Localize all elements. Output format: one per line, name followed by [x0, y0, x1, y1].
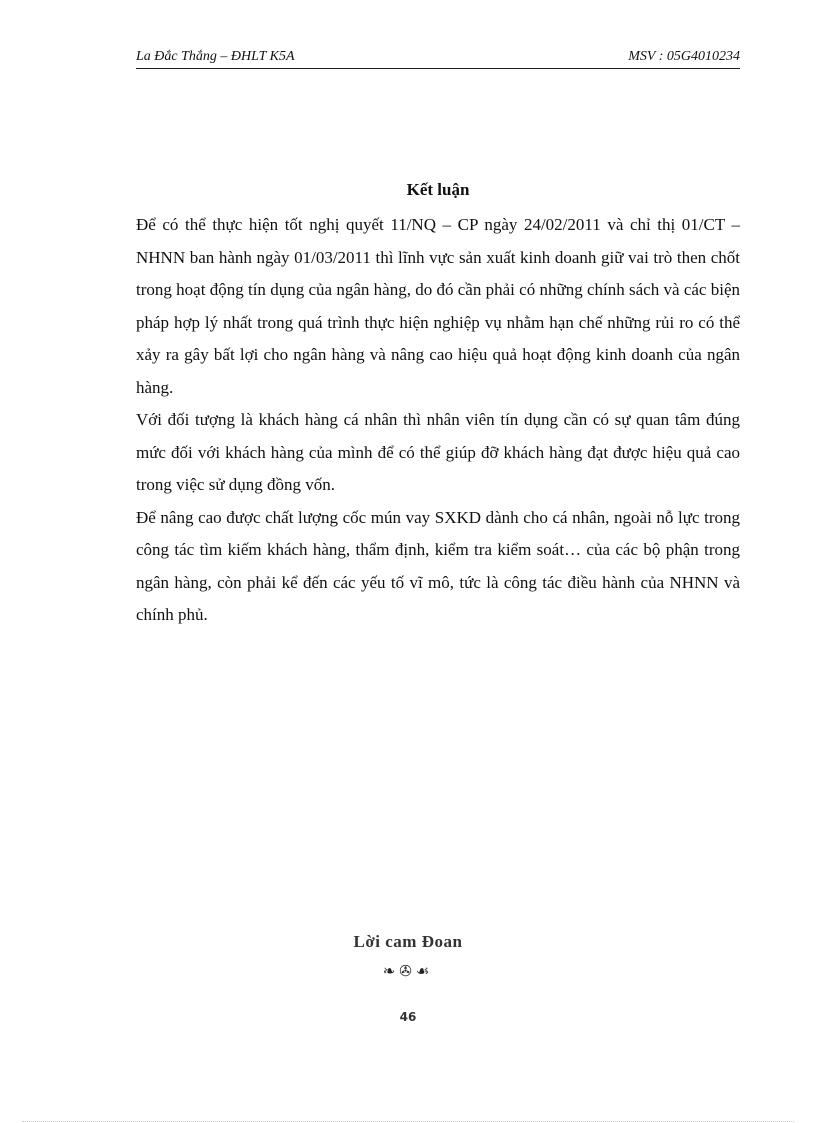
- header-author: La Đắc Thắng – ĐHLT K5A: [136, 49, 295, 64]
- header-student-id: MSV : 05G4010234: [628, 49, 740, 64]
- page-number: 46: [399, 1010, 417, 1024]
- section-title: Kết luận: [406, 180, 470, 199]
- page-bottom-divider: [22, 1121, 794, 1122]
- page-header: [136, 46, 740, 69]
- fleuron-divider-icon: ❧✇☙: [382, 964, 434, 980]
- next-section-title: Lời cam Đoan: [353, 932, 463, 951]
- paragraph-2: Với đối tượng là khách hàng cá nhân thì nhân viên tín dụng cần có sự quan tâm đúng mức đối với khách hàng của mình để có thể giúp đỡ khách hàng đạt được hiệu quả cao trong việc sử dụng đồng vốn.: [136, 410, 740, 494]
- paragraph-3: Để nâng cao được chất lượng cốc mún vay SXKD dành cho cá nhân, ngoài nỗ lực trong công tác tìm kiếm khách hàng, thẩm định, kiểm tra kiểm soát… của các bộ phận trong ngân hàng, còn phải kể đến các yếu tố vĩ mô, tức là công tác điều hành của NHNN và chính phủ.: [136, 507, 740, 624]
- document-body: [136, 178, 740, 632]
- paragraph-1: Để có thể thực hiện tốt nghị quyết 11/NQ – CP ngày 24/02/2011 và chỉ thị 01/CT – NHNN ban hành ngày 01/03/2011 thì lĩnh vực sản xuất kinh doanh giữ vai trò then chốt trong hoạt động tín dụng của ngân hàng, do đó cần phải có những chính sách và các biện pháp hợp lý nhất trong quá trình thực hiện nghiệp vụ nhằm hạn chế những rủi ro có thể xảy ra gây bất lợi cho ngân hàng và nâng cao hiệu quả hoạt động kinh doanh của ngân hàng.: [136, 215, 740, 397]
